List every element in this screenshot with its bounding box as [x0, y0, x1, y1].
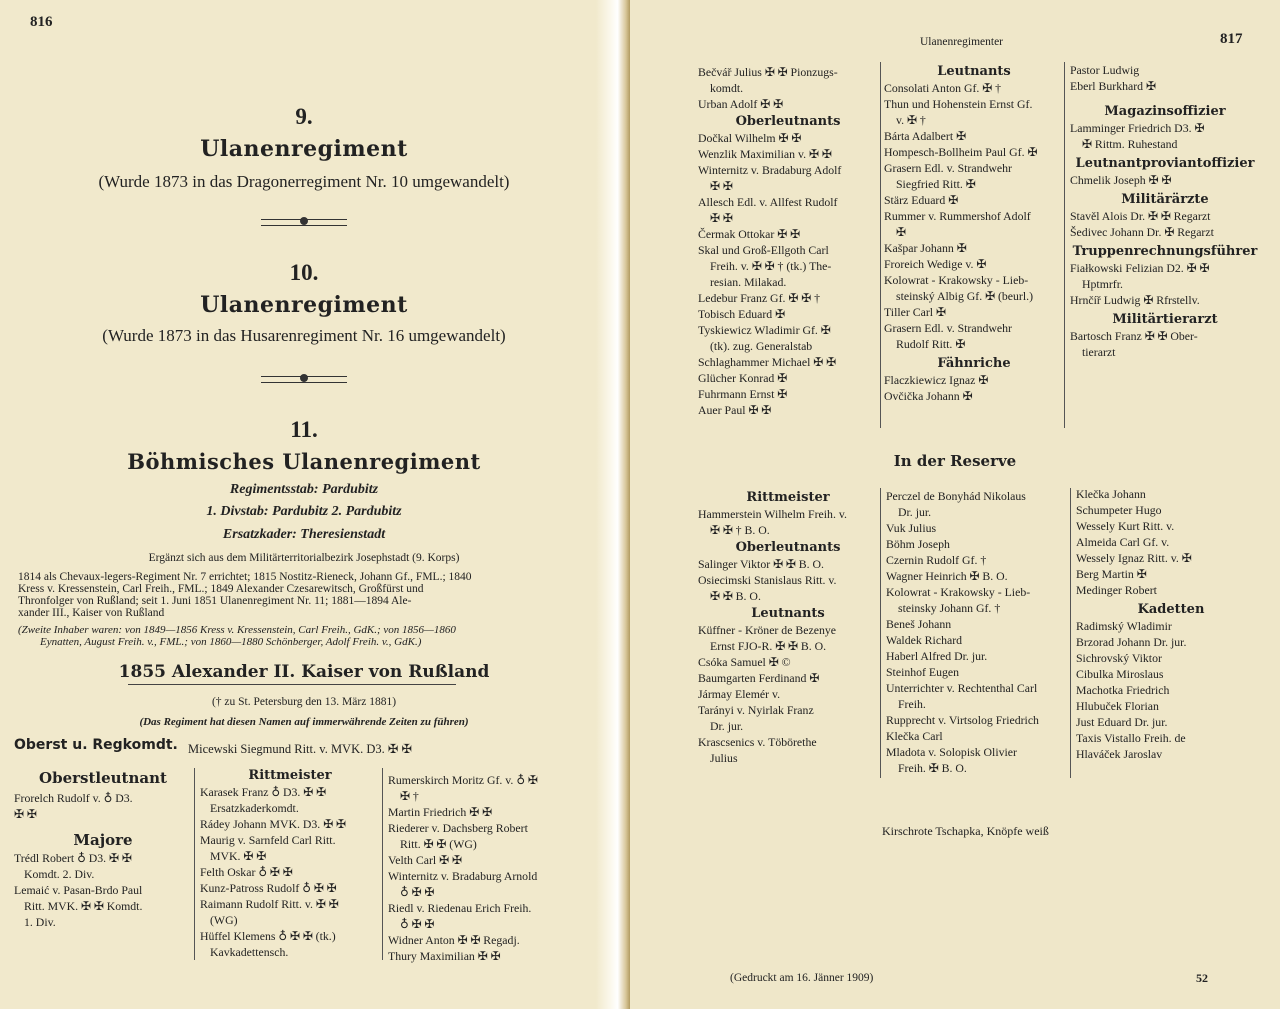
list-item: Kolowrat - Krakowsky - Lieb- — [884, 273, 1029, 287]
column-divider — [194, 768, 195, 960]
column-divider — [1064, 62, 1065, 428]
section-heading: Leutnants — [751, 606, 825, 621]
section-heading: Majore — [73, 831, 133, 849]
list-item: Osiecimski Stanislaus Ritt. v. — [698, 573, 837, 587]
list-item: ♁ ✠ ✠ — [400, 917, 435, 931]
list-item: Dr. jur. — [710, 719, 744, 733]
list-item: steinsky Johann Gf. † — [898, 601, 1001, 615]
list-item: Dočkal Wilhelm ✠ ✠ — [698, 131, 802, 145]
list-item: Brzorad Johann Dr. jur. — [1076, 635, 1187, 649]
section-heading: Kadetten — [1137, 602, 1205, 617]
list-item: Thury Maximilian ✠ ✠ — [388, 949, 501, 963]
section-heading: Oberleutnants — [735, 540, 841, 555]
list-item: Hompesch-Bollheim Paul Gf. ✠ — [884, 145, 1038, 159]
column-divider — [382, 768, 383, 960]
ersatzkader: Ersatzkader: Theresienstadt — [222, 527, 386, 542]
list-item: Rumerskirch Moritz Gf. v. ♁ ✠ — [388, 773, 538, 787]
list-item: steinský Albig Gf. ✠ (beurl.) — [896, 289, 1034, 303]
list-item: (WG) — [210, 913, 238, 927]
list-item: Bárta Adalbert ✠ — [884, 129, 966, 143]
column-divider — [1070, 488, 1071, 778]
list-item: Kavkadettensch. — [210, 945, 289, 959]
list-item: Martin Friedrich ✠ ✠ — [388, 805, 492, 819]
list-item: Baumgarten Ferdinand ✠ — [698, 671, 820, 685]
left-page — [0, 0, 608, 1009]
list-item: Consolati Anton Gf. ✠ † — [884, 81, 1002, 95]
list-item: Komdt. 2. Div. — [24, 867, 95, 881]
list-item: ♁ ✠ ✠ — [400, 885, 435, 899]
list-item: Stavěl Alois Dr. ✠ ✠ Regarzt — [1070, 209, 1211, 223]
reserve-column-2 — [886, 488, 1070, 776]
reserve-column-3 — [1076, 486, 1266, 762]
divstab: 1. Divstab: Pardubitz 2. Pardubitz — [206, 504, 402, 519]
list-item: Velth Carl ✠ ✠ — [388, 853, 462, 867]
regiment-11-number: 11. — [290, 417, 318, 442]
list-item: Riedl v. Riedenau Erich Freih. — [388, 901, 532, 915]
regiment-9-number: 9. — [295, 104, 313, 129]
list-item: Frorelch Rudolf v. ♁ D3. — [14, 791, 133, 805]
list-item: Vuk Julius — [886, 521, 937, 535]
list-item: Tiller Carl ✠ — [884, 305, 946, 319]
officers-column-1 — [14, 770, 192, 930]
list-item: Froreich Wedige v. ✠ — [884, 257, 987, 271]
regiment-11-title: Böhmisches Ulanenregiment — [127, 449, 481, 474]
list-item: MVK. ✠ ✠ — [210, 849, 267, 863]
section-heading: Rittmeister — [746, 490, 830, 505]
officers-column-r3 — [1070, 62, 1260, 360]
uniform-note: Kirschrote Tschapka, Knöpfe weiß — [882, 824, 1049, 838]
list-item: Felth Oskar ♁ ✠ ✠ — [200, 865, 293, 879]
list-item: Hammerstein Wilhelm Freih. v. — [698, 507, 847, 521]
name-note: (Das Regiment hat diesen Namen auf immerwährende Zeiten zu führen) — [139, 716, 469, 728]
list-item: Auer Paul ✠ ✠ — [698, 403, 772, 417]
list-item: Pastor Ludwig — [1070, 63, 1140, 77]
section-heading: Oberstleutnant — [39, 769, 167, 787]
oberst-name: Micewski Siegmund Ritt. v. MVK. D3. ✠ ✠ — [188, 742, 412, 756]
patron-died: († zu St. Petersburg den 13. März 1881) — [211, 696, 397, 708]
list-item: Julius — [710, 751, 738, 765]
section-heading: Militärtierarzt — [1112, 312, 1218, 327]
list-item: ✠ ✠ — [710, 211, 733, 225]
list-item: Tyskiewicz Wladimir Gf. ✠ — [698, 323, 831, 337]
list-item: Küffner - Kröner de Bezenye — [698, 623, 837, 637]
list-item: Ernst FJO-R. ✠ ✠ B. O. — [710, 639, 827, 653]
list-item: Almeida Carl Gf. v. — [1076, 535, 1170, 549]
reserve-title: In der Reserve — [893, 452, 1017, 470]
list-item: Taxis Vistallo Freih. de — [1076, 731, 1186, 745]
list-item: ✠ ✠ † B. O. — [710, 523, 770, 537]
list-item: Čermak Ottokar ✠ ✠ — [698, 227, 800, 241]
list-item: Eberl Burkhard ✠ — [1070, 79, 1156, 93]
list-item: Rummer v. Rummershof Adolf — [884, 209, 1031, 223]
list-item: (tk). zug. Generalstab — [710, 339, 813, 353]
list-item: Sichrovský Viktor — [1076, 651, 1162, 665]
officers-column-2 — [200, 768, 380, 960]
list-item: Cibulka Miroslaus — [1076, 667, 1164, 681]
list-item: Jármay Elemér v. — [698, 687, 781, 701]
section-heading: Oberleutnants — [735, 114, 841, 129]
section-heading: Militärärzte — [1121, 192, 1209, 207]
list-item: Hptmrfr. — [1082, 277, 1123, 291]
list-item: Krascsenics v. Töbörethe — [698, 735, 817, 749]
section-heading: Rittmeister — [248, 768, 332, 783]
page-number-left: 816 — [30, 14, 53, 30]
list-item: Bartosch Franz ✠ ✠ Ober- — [1070, 329, 1198, 343]
ornament-divider — [0, 211, 608, 230]
ornament-divider — [0, 368, 608, 387]
list-item: Freih. ✠ B. O. — [898, 761, 967, 775]
list-item: Kunz-Patross Rudolf ♁ ✠ ✠ — [200, 881, 337, 895]
list-item: Chmelik Joseph ✠ ✠ — [1070, 173, 1172, 187]
column-divider — [880, 488, 881, 778]
list-item: Raimann Rudolf Ritt. v. ✠ ✠ — [200, 897, 339, 911]
list-item: 1. Div. — [24, 915, 56, 929]
list-item: Thun und Hohenstein Ernst Gf. — [884, 97, 1033, 111]
list-item: Flaczkiewicz Ignaz ✠ — [884, 373, 989, 387]
list-item: Rádey Johann MVK. D3. ✠ ✠ — [200, 817, 346, 831]
list-item: Grasern Edl. v. Strandwehr — [884, 321, 1012, 335]
officers-column-r1 — [698, 64, 878, 418]
list-item: Maurig v. Sarnfeld Carl Ritt. — [200, 833, 336, 847]
list-item: Klečka Carl — [886, 729, 943, 743]
running-header: Ulanenregimenter — [920, 36, 1004, 48]
list-item: Machotka Friedrich — [1076, 683, 1170, 697]
list-item: Urban Adolf ✠ ✠ — [698, 97, 783, 111]
list-item: ✠ Rittm. Ruhestand — [1082, 137, 1178, 151]
section-heading: Leutnantproviantoffizier — [1075, 156, 1255, 171]
list-item: Winternitz v. Bradaburg Arnold — [388, 869, 538, 883]
list-item: Wessely Kurt Ritt. v. — [1076, 519, 1175, 533]
patron-underline — [128, 684, 456, 685]
list-item: Böhm Joseph — [886, 537, 950, 551]
list-item: Hrnčíř Ludwig ✠ Rfrstellv. — [1070, 293, 1200, 307]
list-item: Medinger Robert — [1076, 583, 1157, 597]
list-item: v. ✠ † — [896, 113, 926, 127]
list-item: Haberl Alfred Dr. jur. — [886, 649, 988, 663]
list-item: Dr. jur. — [898, 505, 932, 519]
list-item: Wessely Ignaz Ritt. v. ✠ — [1076, 551, 1192, 565]
list-item: Rudolf Ritt. ✠ — [896, 337, 966, 351]
section-heading: Leutnants — [937, 64, 1011, 79]
list-item: Widner Anton ✠ ✠ Regadj. — [388, 933, 520, 947]
list-item: Berg Martin ✠ — [1076, 567, 1147, 581]
list-item: Siegfried Ritt. ✠ — [896, 177, 976, 191]
officers-column-3 — [388, 772, 604, 964]
list-item: resian. Milakad. — [710, 275, 787, 289]
list-item: Trédl Robert ♁ D3. ✠ ✠ — [14, 851, 132, 865]
reserve-column-1 — [698, 490, 878, 766]
list-item: Hlaváček Jaroslav — [1076, 747, 1163, 761]
list-item: Ledebur Franz Gf. ✠ ✠ † — [698, 291, 820, 305]
list-item: Skal und Groß-Ellgoth Carl — [698, 243, 829, 257]
list-item: Rupprecht v. Virtsolog Friedrich — [886, 713, 1039, 727]
list-item: Tobisch Eduard ✠ — [698, 307, 786, 321]
list-item: Hüffel Klemens ♁ ✠ ✠ (tk.) — [200, 929, 336, 943]
list-item: Klečka Johann — [1076, 487, 1146, 501]
page-number-right: 817 — [1220, 31, 1243, 47]
sheet-number: 52 — [1196, 971, 1208, 985]
list-item: Ersatzkaderkomdt. — [210, 801, 299, 815]
list-item: Freih. v. ✠ ✠ † (tk.) The- — [710, 259, 832, 273]
list-item: Just Eduard Dr. jur. — [1076, 715, 1168, 729]
list-item: Waldek Richard — [886, 633, 963, 647]
list-item: ✠ ✠ — [710, 179, 733, 193]
list-item: Lamminger Friedrich D3. ✠ — [1070, 121, 1205, 135]
list-item: Csóka Samuel ✠ © — [698, 655, 791, 669]
list-item: ✠ ✠ — [14, 807, 37, 821]
regiment-10-number: 10. — [289, 260, 319, 285]
list-item: ✠ † — [400, 789, 419, 803]
list-item: Schlaghammer Michael ✠ ✠ — [698, 355, 837, 369]
list-item: Freih. — [898, 697, 926, 711]
inhaber-note: (Zweite Inhaber waren: von 1849—1856 Kress v. Kressenstein, Carl Freih., GdK.; von 1856—1860 Eynatten, August Freih. v., FML.; von 1860—1880 Schönberger, Adolf Freih. v., GdK.) — [18, 624, 456, 648]
list-item: Stärz Eduard ✠ — [884, 193, 959, 207]
list-item: Karasek Franz ♁ D3. ✠ ✠ — [200, 785, 327, 799]
list-item: Steinhof Eugen — [886, 665, 960, 679]
list-item: Radimský Wladimir — [1076, 619, 1172, 633]
regiment-9-title: Ulanenregiment — [200, 136, 408, 162]
officers-column-r2 — [884, 64, 1064, 404]
list-item: Beneš Johann — [886, 617, 952, 631]
list-item: Kašpar Johann ✠ — [884, 241, 967, 255]
list-item: Bečvář Julius ✠ ✠ Pionzugs- — [698, 65, 838, 79]
list-item: Fiałkowski Felizian D2. ✠ ✠ — [1070, 261, 1210, 275]
regiment-10-title: Ulanenregiment — [200, 292, 408, 318]
list-item: Wenzlik Maximilian v. ✠ ✠ — [698, 147, 832, 161]
list-item: komdt. — [710, 81, 744, 95]
list-item: Glücher Konrad ✠ — [698, 371, 788, 385]
regimentsstab: Regimentsstab: Pardubitz — [229, 482, 379, 497]
erganzt-line: Ergänzt sich aus dem Militärterritorialbezirk Josephstadt (9. Korps) — [148, 552, 460, 564]
list-item: Wagner Heinrich ✠ B. O. — [886, 569, 1008, 583]
list-item: Unterrichter v. Rechtenthal Carl — [886, 681, 1038, 695]
list-item: Šedivec Johann Dr. ✠ Regarzt — [1070, 225, 1214, 239]
regiment-10-note: (Wurde 1873 in das Husarenregiment Nr. 16 umgewandelt) — [102, 326, 506, 345]
list-item: Schumpeter Hugo — [1076, 503, 1162, 517]
section-heading: Magazinsoffizier — [1104, 104, 1226, 119]
list-item: Czernin Rudolf Gf. † — [886, 553, 987, 567]
list-item: Mladota v. Solopisk Olivier — [886, 745, 1017, 759]
list-item: Allesch Edl. v. Allfest Rudolf — [698, 195, 838, 209]
list-item: Fuhrmann Ernst ✠ — [698, 387, 788, 401]
list-item: Lemaić v. Pasan-Brdo Paul — [14, 883, 143, 897]
list-item: Grasern Edl. v. Strandwehr — [884, 161, 1012, 175]
list-item: ✠ ✠ B. O. — [710, 589, 761, 603]
list-item: Hlubuček Florian — [1076, 699, 1159, 713]
patron-name: 1855 Alexander II. Kaiser von Rußland — [118, 662, 490, 682]
list-item: Winternitz v. Bradaburg Adolf — [698, 163, 842, 177]
printed-date: (Gedruckt am 16. Jänner 1909) — [730, 972, 874, 984]
section-heading: Truppenrechnungsführer — [1072, 244, 1258, 259]
list-item: Salinger Viktor ✠ ✠ B. O. — [698, 557, 824, 571]
list-item: Tarányi v. Nyirlak Franz — [698, 703, 814, 717]
list-item: Ritt. MVK. ✠ ✠ Komdt. — [24, 899, 143, 913]
oberst-label: Oberst u. Regkomdt. — [14, 737, 178, 753]
section-heading: Fähnriche — [937, 356, 1011, 371]
regiment-history: 1814 als Chevaux-legers-Regiment Nr. 7 errichtet; 1815 Nostitz-Rieneck, Johann Gf., FML.; 1840 Kress v. Kressenstein, Carl Freih., FML.; 1849 Alexander Czesarewitsch, Großfürst und Thronfolger von Rußland; seit 1. Juni 1851 Ulanenregiment Nr. 11; 1881—1894 Ale- xander III., Kaiser von Rußland — [18, 571, 472, 619]
regiment-9-note: (Wurde 1873 in das Dragonerregiment Nr. 10 umgewandelt) — [98, 172, 510, 191]
list-item: tierarzt — [1082, 345, 1116, 359]
list-item: Ritt. ✠ ✠ (WG) — [400, 837, 477, 851]
list-item: ✠ — [896, 225, 906, 239]
list-item: Riederer v. Dachsberg Robert — [388, 821, 528, 835]
list-item: Kolowrat - Krakowsky - Lieb- — [886, 585, 1031, 599]
list-item: Ovčička Johann ✠ — [884, 389, 973, 403]
column-divider — [880, 62, 881, 428]
list-item: Perczel de Bonyhád Nikolaus — [886, 489, 1026, 503]
right-page — [630, 0, 1280, 1009]
